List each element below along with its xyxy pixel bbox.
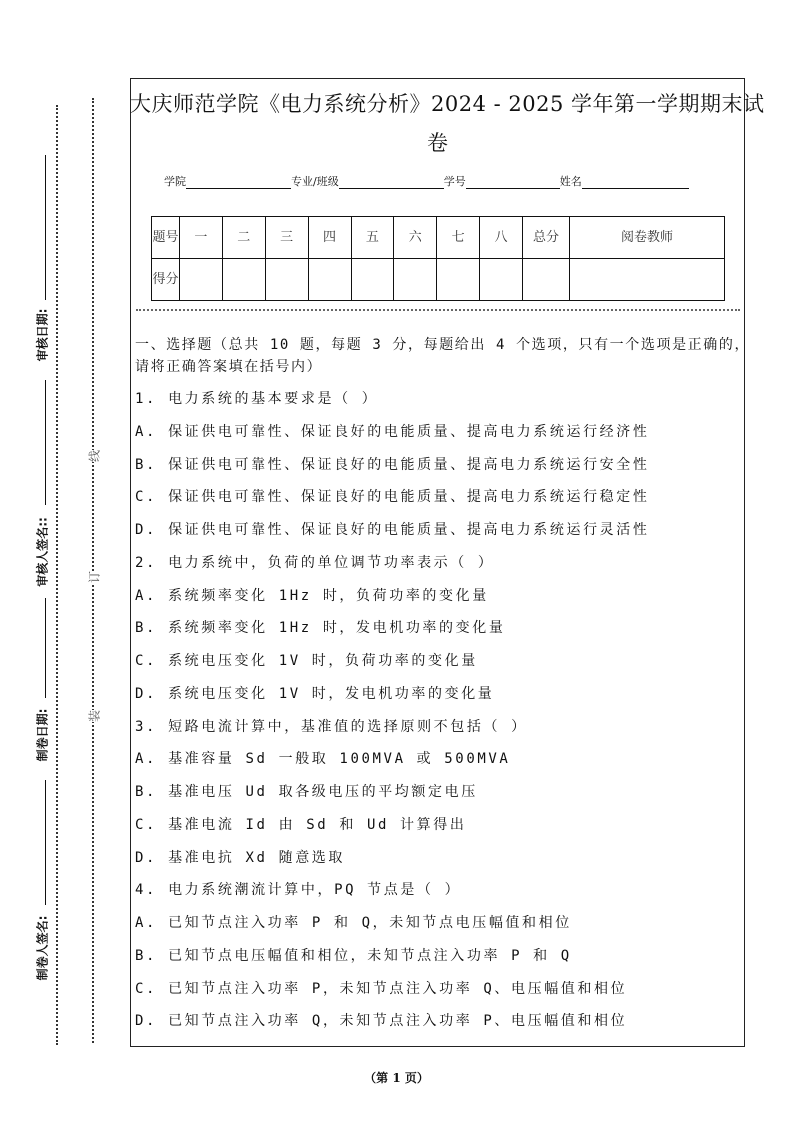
major-class-input[interactable] bbox=[339, 176, 444, 189]
answer-option: A. 保证供电可靠性、保证良好的电能质量、提高电力系统运行经济性 bbox=[135, 423, 650, 440]
answer-option: B. 保证供电可靠性、保证良好的电能质量、提高电力系统运行安全性 bbox=[135, 456, 650, 473]
column-header: 二 bbox=[222, 217, 265, 259]
score-cell[interactable] bbox=[437, 259, 480, 301]
binding-mark-bind: 装 bbox=[87, 709, 102, 723]
score-cell[interactable] bbox=[222, 259, 265, 301]
answer-option: C. 保证供电可靠性、保证良好的电能质量、提高电力系统运行稳定性 bbox=[135, 489, 650, 506]
column-header: 八 bbox=[480, 217, 523, 259]
field-label-name: 姓名 bbox=[559, 175, 582, 188]
answer-option: B. 基准电压 Ud 取各级电压的平均额定电压 bbox=[135, 784, 478, 800]
signature-line bbox=[45, 780, 46, 905]
answer-option: D. 保证供电可靠性、保证良好的电能质量、提高电力系统运行灵活性 bbox=[135, 522, 650, 538]
column-header: 一 bbox=[180, 217, 223, 259]
column-header-total: 总分 bbox=[523, 217, 570, 259]
score-cell[interactable] bbox=[523, 259, 570, 301]
exam-title-continued: 卷 bbox=[427, 131, 448, 155]
reviewer-signature-label: 审核人签名:: bbox=[35, 517, 50, 587]
binding-mark-line: 线 bbox=[87, 449, 102, 463]
college-input[interactable] bbox=[186, 176, 291, 189]
score-cell[interactable] bbox=[480, 259, 523, 301]
field-label-student-id: 学号 bbox=[443, 175, 466, 188]
signature-line bbox=[45, 598, 46, 698]
score-table bbox=[151, 216, 725, 301]
answer-option: B. 系统频率变化 1Hz 时，发电机功率的变化量 bbox=[135, 620, 506, 637]
answer-option: A. 已知节点注入功率 P 和 Q，未知节点电压幅值和相位 bbox=[135, 915, 572, 931]
score-cell[interactable] bbox=[180, 259, 223, 301]
question-stem: 1. 电力系统的基本要求是（ ） bbox=[135, 391, 379, 407]
binding-mark-order: 订 bbox=[87, 570, 102, 584]
signature-line bbox=[45, 380, 46, 505]
compiler-signature-label: 制卷人签名: bbox=[35, 915, 50, 981]
section-heading: 一、选择题（总共 10 题，每题 3 分，每题给出 4 个选项，只有一个选项是正确的， bbox=[135, 337, 751, 353]
answer-option: A. 基准容量 Sd 一般取 100MVA 或 500MVA bbox=[135, 751, 511, 768]
score-cell[interactable] bbox=[570, 259, 725, 301]
answer-option: D. 已知节点注入功率 Q，未知节点注入功率 P、电压幅值和相位 bbox=[135, 1013, 628, 1030]
column-header: 七 bbox=[437, 217, 480, 259]
student-id-input[interactable] bbox=[466, 176, 560, 189]
score-table-header-row bbox=[152, 217, 725, 259]
score-cell[interactable] bbox=[308, 259, 351, 301]
dotted-divider bbox=[136, 309, 740, 311]
field-label-college: 学院 bbox=[164, 175, 186, 188]
binding-dotted-line-outer bbox=[56, 105, 58, 1045]
compile-date-label: 制卷日期: bbox=[35, 708, 50, 762]
answer-option: B. 已知节点电压幅值和相位，未知节点注入功率 P 和 Q bbox=[135, 947, 572, 964]
question-stem: 2. 电力系统中，负荷的单位调节功率表示（ ） bbox=[135, 554, 495, 571]
score-table-score-row bbox=[152, 259, 725, 301]
answer-option: D. 基准电抗 Xd 随意选取 bbox=[135, 849, 346, 866]
answer-option: C. 已知节点注入功率 P，未知节点注入功率 Q、电压幅值和相位 bbox=[135, 980, 628, 997]
answer-option: C. 基准电流 Id 由 Sd 和 Ud 计算得出 bbox=[135, 816, 467, 833]
answer-option: C. 系统电压变化 1V 时，负荷功率的变化量 bbox=[135, 653, 478, 669]
signature-line bbox=[45, 155, 46, 300]
student-info-row bbox=[164, 173, 689, 189]
exam-title: 大庆师范学院《电力系统分析》2024 - 2025 学年第一学期期末试 bbox=[130, 92, 765, 116]
question-stem: 3. 短路电流计算中，基准值的选择原则不包括（ ） bbox=[135, 718, 528, 735]
answer-option: A. 系统频率变化 1Hz 时，负荷功率的变化量 bbox=[135, 587, 489, 604]
score-cell[interactable] bbox=[265, 259, 308, 301]
score-cell[interactable] bbox=[394, 259, 437, 301]
row-header-question: 题号 bbox=[152, 217, 180, 259]
review-date-label: 审核日期: bbox=[35, 308, 50, 362]
column-header: 四 bbox=[308, 217, 351, 259]
column-header: 六 bbox=[394, 217, 437, 259]
column-header: 五 bbox=[351, 217, 394, 259]
row-header-score: 得分 bbox=[152, 259, 180, 301]
section-heading-continued: 请将正确答案填在括号内） bbox=[135, 359, 323, 375]
question-stem: 4. 电力系统潮流计算中，PQ 节点是（ ） bbox=[135, 882, 462, 899]
score-cell[interactable] bbox=[351, 259, 394, 301]
page-number: （第 1 页） bbox=[364, 1071, 429, 1085]
column-header-grader: 阅卷教师 bbox=[570, 217, 725, 259]
field-label-major-class: 专业/班级 bbox=[291, 175, 339, 188]
column-header: 三 bbox=[265, 217, 308, 259]
answer-option: D. 系统电压变化 1V 时，发电机功率的变化量 bbox=[135, 685, 495, 702]
name-input[interactable] bbox=[582, 176, 689, 189]
